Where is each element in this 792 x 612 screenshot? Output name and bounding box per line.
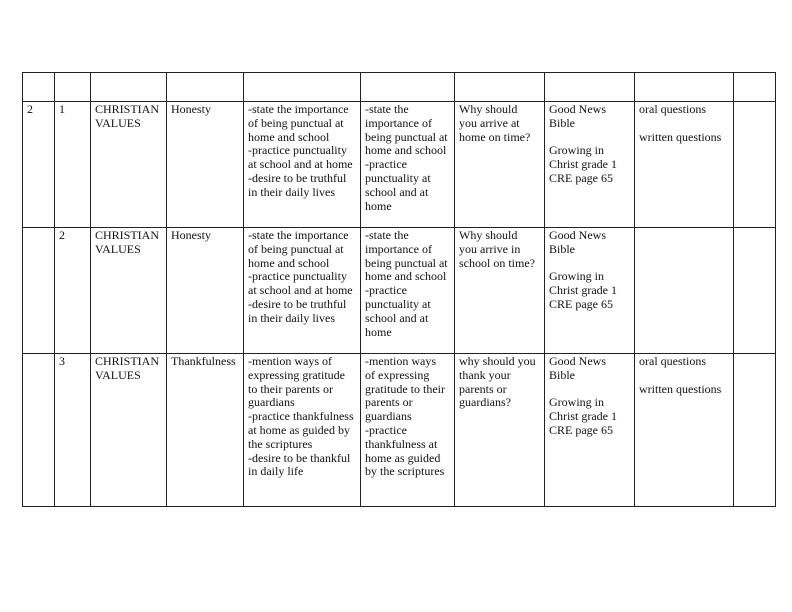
resources-cell: Good News Bible Growing in Christ grade 1 CRE page 65	[545, 102, 635, 228]
header-cell	[167, 73, 244, 102]
key-question-cell: Why should you arrive in school on time?	[455, 228, 545, 354]
header-cell	[23, 73, 55, 102]
header-cell	[545, 73, 635, 102]
activities-cell: -state the importance of being punctual at home and school -practice punctuality at school and at home	[361, 102, 455, 228]
header-cell	[734, 73, 776, 102]
header-row	[23, 73, 776, 102]
strand-cell: CHRISTIAN VALUES	[91, 228, 167, 354]
assessment-cell: oral questions written questions	[635, 354, 734, 507]
resources-cell: Good News Bible Growing in Christ grade 1 CRE page 65	[545, 354, 635, 507]
objectives-cell: -mention ways of expressing gratitude to their parents or guardians -practice thankfulness at home as guided by the scriptures -desire to be thankful in daily life	[244, 354, 361, 507]
week-cell	[23, 354, 55, 507]
sub-strand-cell: Thankfulness	[167, 354, 244, 507]
resources-cell: Good News Bible Growing in Christ grade 1 CRE page 65	[545, 228, 635, 354]
remarks-cell	[734, 354, 776, 507]
key-question-cell: Why should you arrive at home on time?	[455, 102, 545, 228]
lesson-cell: 3	[55, 354, 91, 507]
remarks-cell	[734, 102, 776, 228]
remarks-cell	[734, 228, 776, 354]
lesson-cell: 2	[55, 228, 91, 354]
key-question-cell: why should you thank your parents or guardians?	[455, 354, 545, 507]
activities-cell: -state the importance of being punctual at home and school -practice punctuality at school and at home	[361, 228, 455, 354]
table-row	[23, 102, 776, 228]
header-cell	[455, 73, 545, 102]
assessment-cell: oral questions written questions	[635, 102, 734, 228]
table-row	[23, 354, 776, 507]
sub-strand-cell: Honesty	[167, 102, 244, 228]
week-cell: 2	[23, 102, 55, 228]
objectives-cell: -state the importance of being punctual at home and school -practice punctuality at school and at home -desire to be truthful in their daily lives	[244, 228, 361, 354]
objectives-cell: -state the importance of being punctual at home and school -practice punctuality at school and at home -desire to be truthful in their daily lives	[244, 102, 361, 228]
activities-cell: -mention ways of expressing gratitude to their parents or guardians -practice thankfulness at home as guided by the scriptures	[361, 354, 455, 507]
week-cell	[23, 228, 55, 354]
assessment-cell	[635, 228, 734, 354]
header-cell	[91, 73, 167, 102]
header-cell	[635, 73, 734, 102]
header-cell	[244, 73, 361, 102]
table-row	[23, 228, 776, 354]
strand-cell: CHRISTIAN VALUES	[91, 354, 167, 507]
scheme-of-work-table	[22, 72, 776, 507]
sub-strand-cell: Honesty	[167, 228, 244, 354]
lesson-cell: 1	[55, 102, 91, 228]
strand-cell: CHRISTIAN VALUES	[91, 102, 167, 228]
header-cell	[55, 73, 91, 102]
header-cell	[361, 73, 455, 102]
